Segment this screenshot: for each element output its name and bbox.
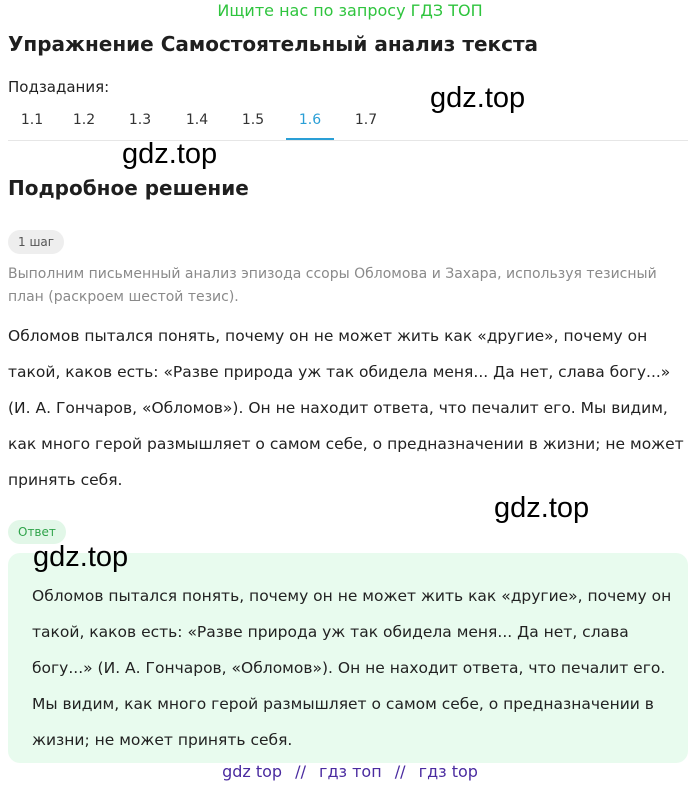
solution-title: Подробное решение — [8, 176, 249, 200]
step-badge: 1 шаг — [8, 230, 64, 254]
footer-separator: // — [295, 762, 306, 781]
answer-text: Обломов пытался понять, почему он не может жить как «другие», почему он такой, каков есть: «Разве природа уж так обидела меня... Да нет, слава богу...» (И. А. Гончаров, «Обломов»). Он не находит ответа, что печалит его. Мы видим, как много герой размышляет о самом себе, о предназначении в жизни; не может принять себя. — [32, 587, 672, 749]
footer-link-gdz-top[interactable]: gdz top — [222, 762, 283, 781]
tab-1-6[interactable]: 1.6 — [286, 110, 334, 140]
footer-link-gdz-top-ru[interactable]: гдз топ — [319, 762, 382, 781]
tab-1-2[interactable]: 1.2 — [72, 112, 96, 128]
watermark: gdz.top — [430, 82, 526, 114]
tab-1-5[interactable]: 1.5 — [241, 112, 265, 128]
exercise-title: Упражнение Самостоятельный анализ текста — [8, 32, 539, 56]
footer-separator: // — [394, 762, 406, 781]
footer-links — [0, 760, 700, 784]
tab-1-1[interactable]: 1.1 — [20, 112, 44, 128]
tab-1-4[interactable]: 1.4 — [185, 112, 209, 128]
step-solution-text: Обломов пытался понять, почему он не может жить как «другие», почему он такой, каков есть: «Разве природа уж так обидела меня... Да нет, слава богу...» (И. А. Гончаров, «Обломов»). Он не находит ответа, что печалит его. Мы видим, как много герой размышляет о самом себе, о предназначении в жизни; не может принять себя. — [8, 327, 684, 489]
watermark: gdz.top — [33, 541, 129, 573]
tab-1-7[interactable]: 1.7 — [354, 112, 378, 128]
answer-badge: Ответ — [8, 520, 66, 544]
subtasks-label: Подзадания: — [8, 78, 110, 96]
step-intro-text: Выполним письменный анализ эпизода ссоры Обломова и Захара, используя тезисный план (раскроем шестой тезис). — [8, 266, 657, 305]
search-hint-banner: Ищите нас по запросу ГДЗ ТОП — [217, 1, 483, 20]
tab-1-3[interactable]: 1.3 — [128, 112, 152, 128]
footer-link-gdz-top-mixed[interactable]: гдз top — [418, 762, 478, 781]
watermark: gdz.top — [494, 492, 590, 524]
watermark: gdz.top — [122, 138, 218, 170]
subtask-tabs — [8, 104, 688, 141]
